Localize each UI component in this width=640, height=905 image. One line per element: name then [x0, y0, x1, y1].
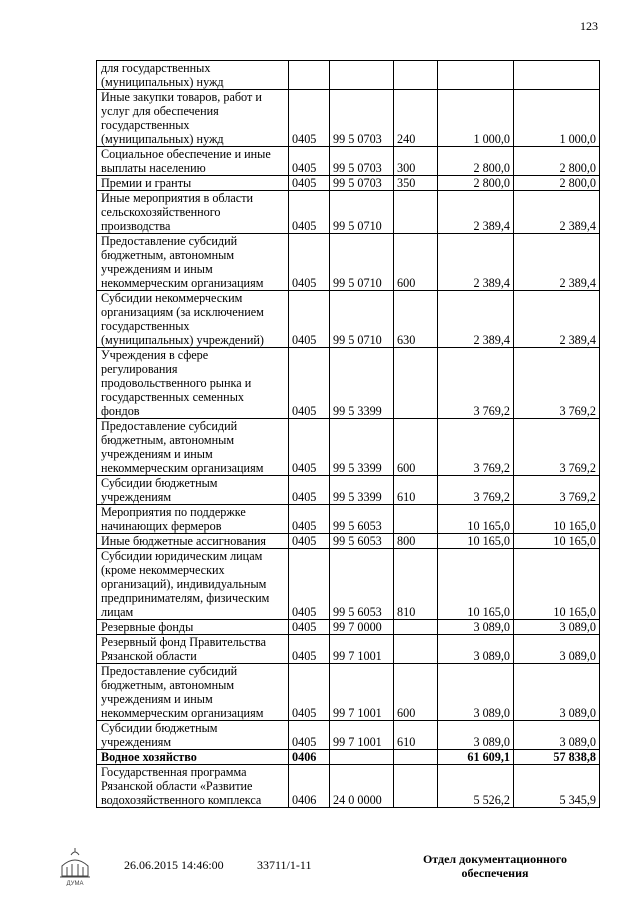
row-amount-2: 57 838,8 [514, 750, 600, 765]
row-amount-2: 1 000,0 [514, 90, 600, 147]
row-article-code: 99 5 0710 [330, 234, 394, 291]
row-section-code: 0405 [289, 549, 330, 620]
row-article-code: 99 5 0710 [330, 191, 394, 234]
row-name: Социальное обеспечение и иные выплаты населению [97, 147, 289, 176]
duma-logo-icon [58, 846, 92, 886]
row-amount-1: 10 165,0 [438, 534, 514, 549]
row-name: Премии и гранты [97, 176, 289, 191]
table-row [97, 176, 600, 191]
table-row [97, 505, 600, 534]
row-article-code: 99 5 0710 [330, 291, 394, 348]
row-name: Иные закупки товаров, работ и услуг для обеспечения государственных (муниципальных) нужд [97, 90, 289, 147]
row-name: для государственных (муниципальных) нужд [97, 61, 289, 90]
table-row [97, 635, 600, 664]
table-row [97, 61, 600, 90]
row-amount-2: 10 165,0 [514, 549, 600, 620]
row-amount-2: 2 389,4 [514, 291, 600, 348]
row-section-code: 0405 [289, 176, 330, 191]
row-expense-type: 600 [394, 234, 438, 291]
department-stamp: Отдел документационного обеспечения [422, 852, 568, 880]
row-name: Субсидии некоммерческим организациям (за исключением государственных (муниципальных) учреждений) [97, 291, 289, 348]
table-row [97, 664, 600, 721]
row-amount-1: 3 089,0 [438, 664, 514, 721]
table-row [97, 234, 600, 291]
row-expense-type [394, 348, 438, 419]
row-expense-type: 610 [394, 476, 438, 505]
table-row [97, 476, 600, 505]
row-amount-2: 2 389,4 [514, 191, 600, 234]
row-name: Предоставление субсидий бюджетным, автономным учреждениям и иным некоммерческим организациям [97, 234, 289, 291]
row-amount-1: 2 800,0 [438, 147, 514, 176]
row-amount-2: 3 089,0 [514, 635, 600, 664]
row-article-code: 99 5 3399 [330, 476, 394, 505]
row-amount-2: 2 800,0 [514, 147, 600, 176]
table-row [97, 721, 600, 750]
row-amount-1: 5 526,2 [438, 765, 514, 808]
row-amount-1: 61 609,1 [438, 750, 514, 765]
row-article-code: 99 5 6053 [330, 534, 394, 549]
table-row [97, 348, 600, 419]
row-amount-2: 3 769,2 [514, 476, 600, 505]
logo-caption: ДУМА [66, 881, 84, 886]
table-row [97, 419, 600, 476]
row-amount-1: 3 769,2 [438, 476, 514, 505]
row-section-code: 0405 [289, 721, 330, 750]
row-amount-2: 3 089,0 [514, 721, 600, 750]
row-section-code: 0405 [289, 348, 330, 419]
row-amount-1: 3 769,2 [438, 419, 514, 476]
row-name: Предоставление субсидий бюджетным, автономным учреждениям и иным некоммерческим организациям [97, 664, 289, 721]
row-expense-type: 630 [394, 291, 438, 348]
footer-datetime: 26.06.2015 14:46:00 [124, 858, 224, 872]
row-expense-type [394, 635, 438, 664]
budget-table [96, 60, 600, 808]
footer-reg-number: 33711/1-11 [257, 858, 312, 872]
table-row [97, 147, 600, 176]
table-row [97, 549, 600, 620]
row-amount-1: 2 389,4 [438, 291, 514, 348]
table-row [97, 750, 600, 765]
row-amount-2: 2 800,0 [514, 176, 600, 191]
row-section-code: 0405 [289, 191, 330, 234]
row-amount-1: 10 165,0 [438, 505, 514, 534]
row-section-code: 0405 [289, 90, 330, 147]
row-expense-type [394, 765, 438, 808]
row-article-code [330, 61, 394, 90]
row-name: Учреждения в сфере регулирования продовольственного рынка и государственных семенных фондов [97, 348, 289, 419]
row-name: Резервные фонды [97, 620, 289, 635]
row-amount-2: 3 769,2 [514, 419, 600, 476]
row-amount-2: 10 165,0 [514, 534, 600, 549]
row-expense-type [394, 750, 438, 765]
row-amount-1: 3 089,0 [438, 721, 514, 750]
row-expense-type [394, 620, 438, 635]
table-row [97, 291, 600, 348]
row-amount-1: 1 000,0 [438, 90, 514, 147]
row-section-code: 0405 [289, 664, 330, 721]
row-article-code: 99 5 0703 [330, 176, 394, 191]
row-amount-2: 3 089,0 [514, 620, 600, 635]
row-name: Предоставление субсидий бюджетным, автономным учреждениям и иным некоммерческим организациям [97, 419, 289, 476]
row-amount-1: 3 089,0 [438, 620, 514, 635]
row-name: Субсидии бюджетным учреждениям [97, 721, 289, 750]
row-article-code: 99 7 1001 [330, 721, 394, 750]
row-amount-2: 5 345,9 [514, 765, 600, 808]
row-expense-type: 240 [394, 90, 438, 147]
table-row [97, 620, 600, 635]
row-article-code: 99 5 0703 [330, 147, 394, 176]
row-expense-type: 800 [394, 534, 438, 549]
row-section-code: 0405 [289, 534, 330, 549]
row-article-code: 99 7 0000 [330, 620, 394, 635]
row-section-code: 0405 [289, 635, 330, 664]
row-name: Иные мероприятия в области сельскохозяйственного производства [97, 191, 289, 234]
row-amount-1: 2 389,4 [438, 234, 514, 291]
row-article-code: 99 7 1001 [330, 635, 394, 664]
row-expense-type [394, 191, 438, 234]
row-section-code: 0406 [289, 750, 330, 765]
row-name: Резервный фонд Правительства Рязанской области [97, 635, 289, 664]
row-expense-type: 300 [394, 147, 438, 176]
row-amount-2 [514, 61, 600, 90]
table-row [97, 765, 600, 808]
row-name: Водное хозяйство [97, 750, 289, 765]
row-article-code: 99 5 0703 [330, 90, 394, 147]
row-article-code [330, 750, 394, 765]
row-section-code: 0405 [289, 147, 330, 176]
row-amount-1: 2 800,0 [438, 176, 514, 191]
row-amount-2: 10 165,0 [514, 505, 600, 534]
row-expense-type: 350 [394, 176, 438, 191]
row-article-code: 99 7 1001 [330, 664, 394, 721]
row-amount-1: 10 165,0 [438, 549, 514, 620]
row-amount-2: 3 089,0 [514, 664, 600, 721]
row-expense-type [394, 61, 438, 90]
row-section-code: 0405 [289, 234, 330, 291]
page-number: 123 [580, 19, 598, 33]
row-name: Субсидии бюджетным учреждениям [97, 476, 289, 505]
table-row [97, 191, 600, 234]
row-article-code: 99 5 6053 [330, 549, 394, 620]
row-article-code: 99 5 3399 [330, 419, 394, 476]
row-section-code: 0405 [289, 505, 330, 534]
row-name: Субсидии юридическим лицам (кроме некоммерческих организаций), индивидуальным предпринимателям, физическим лицам [97, 549, 289, 620]
row-name: Государственная программа Рязанской области «Развитие водохозяйственного комплекса [97, 765, 289, 808]
row-amount-2: 2 389,4 [514, 234, 600, 291]
row-section-code: 0405 [289, 419, 330, 476]
row-article-code: 24 0 0000 [330, 765, 394, 808]
row-expense-type: 600 [394, 664, 438, 721]
row-expense-type [394, 505, 438, 534]
row-amount-2: 3 769,2 [514, 348, 600, 419]
row-section-code: 0405 [289, 476, 330, 505]
row-article-code: 99 5 6053 [330, 505, 394, 534]
row-section-code: 0406 [289, 765, 330, 808]
row-amount-1: 3 089,0 [438, 635, 514, 664]
row-article-code: 99 5 3399 [330, 348, 394, 419]
row-amount-1: 3 769,2 [438, 348, 514, 419]
row-expense-type: 810 [394, 549, 438, 620]
row-expense-type: 600 [394, 419, 438, 476]
row-amount-1: 2 389,4 [438, 191, 514, 234]
row-section-code: 0405 [289, 291, 330, 348]
row-expense-type: 610 [394, 721, 438, 750]
row-section-code: 0405 [289, 620, 330, 635]
row-name: Мероприятия по поддержке начинающих фермеров [97, 505, 289, 534]
row-amount-1 [438, 61, 514, 90]
row-section-code [289, 61, 330, 90]
row-name: Иные бюджетные ассигнования [97, 534, 289, 549]
table-row [97, 534, 600, 549]
table-row [97, 90, 600, 147]
